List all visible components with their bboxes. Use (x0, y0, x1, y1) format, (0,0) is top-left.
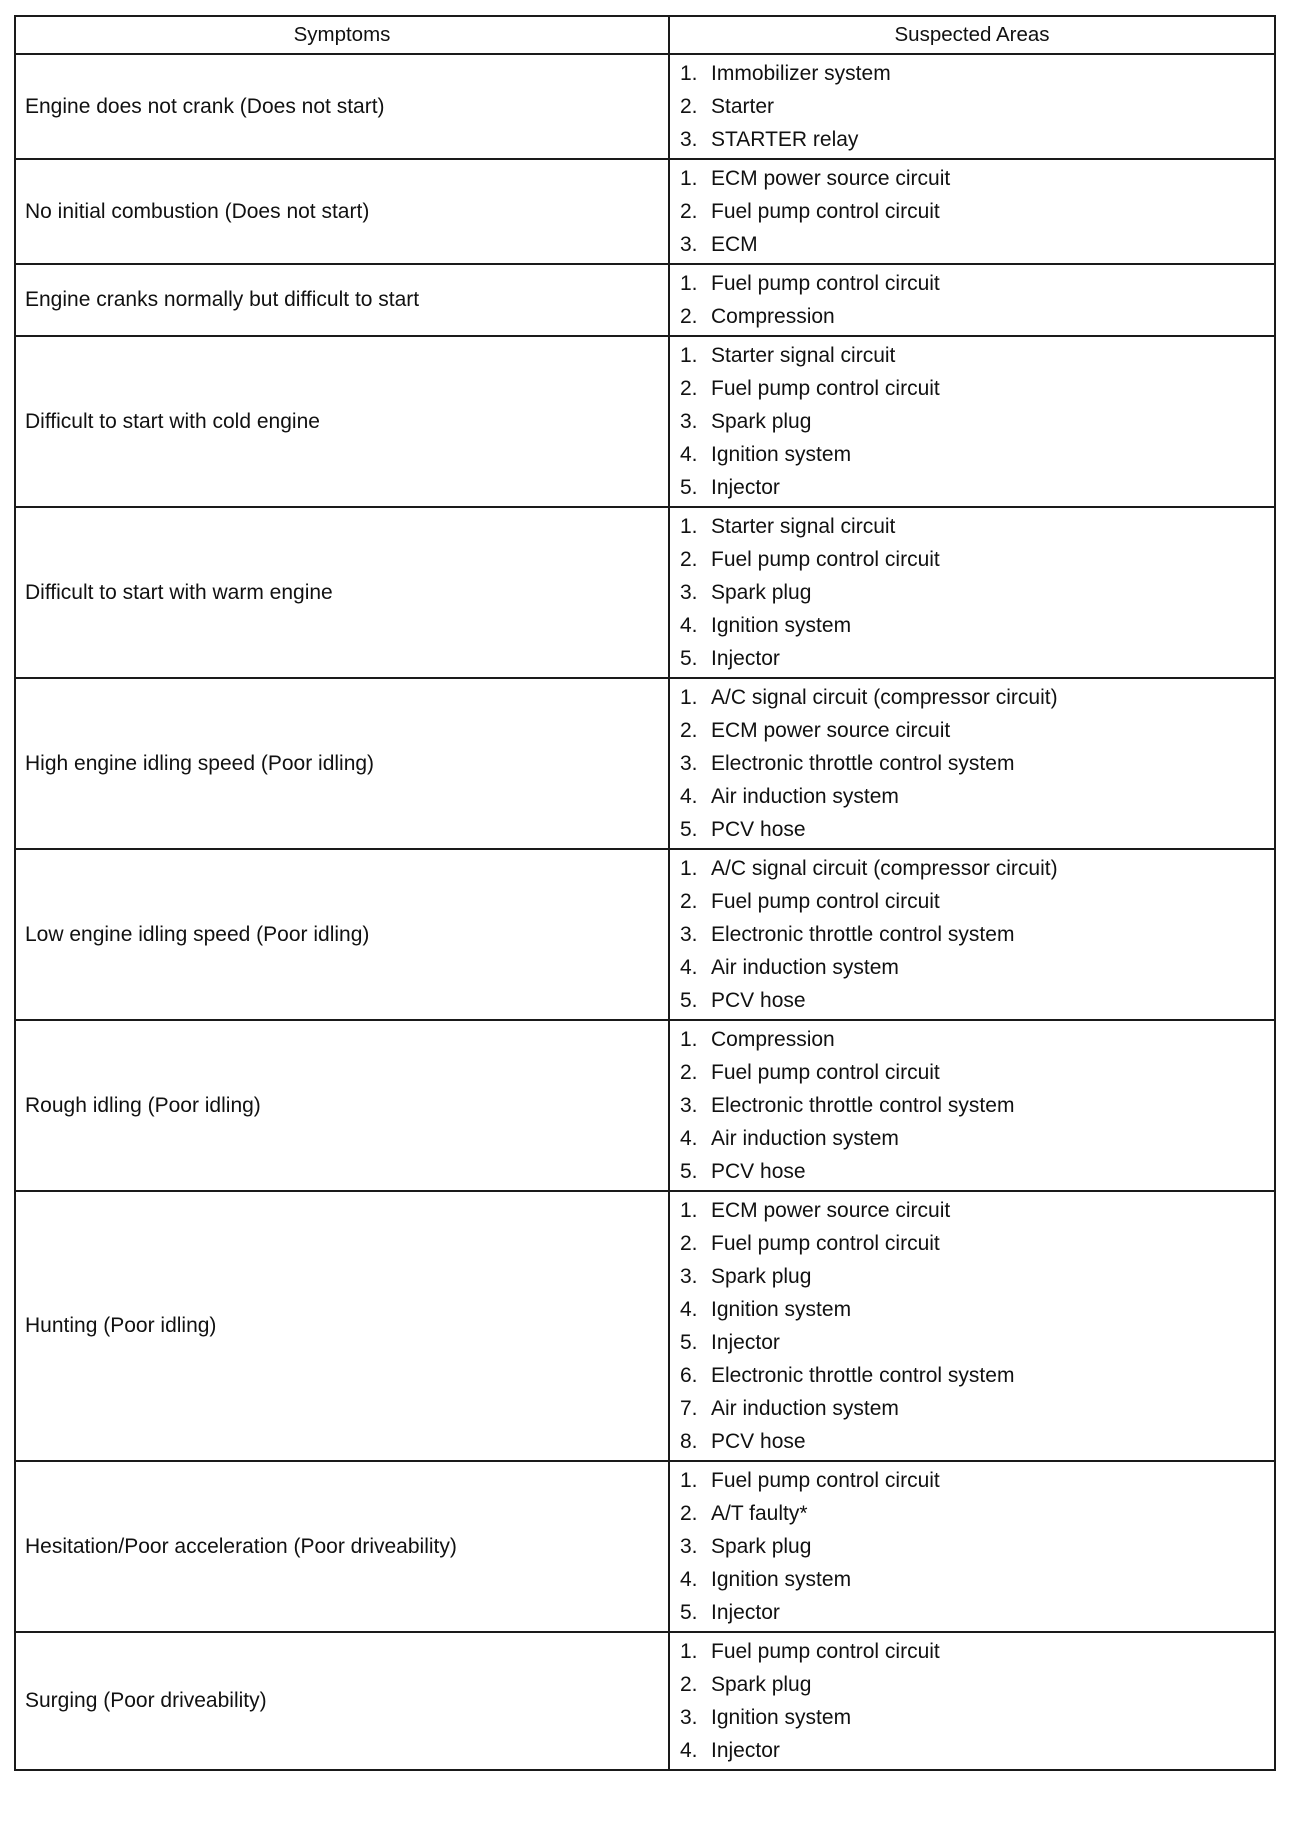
table-row (15, 1632, 1275, 1770)
symptom-cell: Engine cranks normally but difficult to start (15, 264, 669, 336)
suspected-area-list (680, 339, 1274, 504)
item-number: 4. (680, 956, 698, 979)
item-number: 1. (680, 167, 698, 190)
item-number: 1. (680, 344, 698, 367)
suspected-area-item (680, 984, 1274, 1017)
item-number: 3. (680, 1706, 698, 1729)
item-number: 1. (680, 515, 698, 538)
suspected-area-item (680, 300, 1274, 333)
item-number: 2. (680, 1061, 698, 1084)
suspected-areas-cell (669, 507, 1275, 678)
suspected-area-item (680, 747, 1274, 780)
item-number: 1. (680, 272, 698, 295)
item-text: Spark plug (711, 1265, 812, 1288)
item-text: Electronic throttle control system (711, 923, 1015, 946)
suspected-area-item (680, 681, 1274, 714)
item-text: Injector (711, 1739, 780, 1762)
item-text: Fuel pump control circuit (711, 200, 940, 223)
item-text: Ignition system (711, 614, 852, 637)
item-number: 2. (680, 719, 698, 742)
item-text: Starter signal circuit (711, 515, 896, 538)
item-text: Injector (711, 647, 780, 670)
item-number: 5. (680, 1331, 698, 1354)
item-number: 5. (680, 1601, 698, 1624)
suspected-area-item (680, 1326, 1274, 1359)
item-text: A/C signal circuit (compressor circuit) (711, 857, 1058, 880)
item-text: Ignition system (711, 443, 852, 466)
suspected-area-item (680, 1635, 1274, 1668)
item-text: PCV hose (711, 818, 806, 841)
item-text: Spark plug (711, 581, 812, 604)
item-number: 1. (680, 686, 698, 709)
item-number: 4. (680, 1568, 698, 1591)
suspected-area-item (680, 1227, 1274, 1260)
suspected-area-item (680, 1563, 1274, 1596)
symptom-cell: Difficult to start with warm engine (15, 507, 669, 678)
suspected-area-item (680, 1425, 1274, 1458)
suspected-area-list (680, 510, 1274, 675)
suspected-area-item (680, 1293, 1274, 1326)
item-text: ECM power source circuit (711, 1199, 951, 1222)
suspected-area-list (680, 162, 1274, 261)
item-text: Spark plug (711, 1673, 812, 1696)
item-number: 1. (680, 62, 698, 85)
suspected-areas-cell (669, 54, 1275, 159)
suspected-area-item (680, 510, 1274, 543)
item-number: 1. (680, 857, 698, 880)
symptom-cell: Hesitation/Poor acceleration (Poor driveability) (15, 1461, 669, 1632)
suspected-areas-cell (669, 159, 1275, 264)
table-row (15, 507, 1275, 678)
suspected-area-item (680, 1023, 1274, 1056)
item-number: 2. (680, 305, 698, 328)
item-text: Starter signal circuit (711, 344, 896, 367)
suspected-area-item (680, 162, 1274, 195)
suspected-area-item (680, 813, 1274, 846)
suspected-area-item (680, 1260, 1274, 1293)
suspected-area-item (680, 543, 1274, 576)
suspected-area-item (680, 267, 1274, 300)
suspected-area-item (680, 405, 1274, 438)
item-text: PCV hose (711, 1160, 806, 1183)
item-text: STARTER relay (711, 128, 859, 151)
item-text: Ignition system (711, 1568, 852, 1591)
item-number: 2. (680, 1502, 698, 1525)
item-number: 5. (680, 1160, 698, 1183)
item-number: 5. (680, 989, 698, 1012)
suspected-area-list (680, 681, 1274, 846)
suspected-area-item (680, 1194, 1274, 1227)
table-row (15, 1191, 1275, 1461)
item-text: ECM power source circuit (711, 167, 951, 190)
table-body (15, 54, 1275, 1770)
suspected-areas-cell (669, 849, 1275, 1020)
item-number: 1. (680, 1199, 698, 1222)
item-text: Fuel pump control circuit (711, 1469, 940, 1492)
item-number: 1. (680, 1028, 698, 1051)
suspected-area-item (680, 1701, 1274, 1734)
item-text: Ignition system (711, 1298, 852, 1321)
suspected-area-list (680, 1194, 1274, 1458)
suspected-areas-cell (669, 678, 1275, 849)
item-number: 6. (680, 1364, 698, 1387)
item-text: ECM (711, 233, 758, 256)
item-text: A/C signal circuit (compressor circuit) (711, 686, 1058, 709)
suspected-area-item (680, 780, 1274, 813)
item-number: 4. (680, 785, 698, 808)
item-text: PCV hose (711, 1430, 806, 1453)
suspected-area-item (680, 1056, 1274, 1089)
table-row (15, 1461, 1275, 1632)
item-number: 8. (680, 1430, 698, 1453)
item-text: PCV hose (711, 989, 806, 1012)
item-text: Air induction system (711, 785, 899, 808)
suspected-area-item (680, 90, 1274, 123)
item-number: 2. (680, 890, 698, 913)
suspected-area-item (680, 576, 1274, 609)
header-suspected-areas: Suspected Areas (669, 16, 1275, 54)
item-text: Injector (711, 1331, 780, 1354)
item-text: A/T faulty* (711, 1502, 808, 1525)
item-text: Fuel pump control circuit (711, 890, 940, 913)
suspected-area-item (680, 1122, 1274, 1155)
item-text: Immobilizer system (711, 62, 891, 85)
item-number: 3. (680, 923, 698, 946)
suspected-area-list (680, 1023, 1274, 1188)
item-number: 3. (680, 1265, 698, 1288)
suspected-area-item (680, 471, 1274, 504)
suspected-area-list (680, 1635, 1274, 1767)
suspected-area-item (680, 1596, 1274, 1629)
item-text: Fuel pump control circuit (711, 1232, 940, 1255)
suspected-area-item (680, 372, 1274, 405)
table-row (15, 849, 1275, 1020)
suspected-area-list (680, 1464, 1274, 1629)
symptom-table (14, 15, 1276, 1771)
suspected-areas-cell (669, 264, 1275, 336)
table-header-row (15, 16, 1275, 54)
item-number: 4. (680, 1127, 698, 1150)
item-text: Electronic throttle control system (711, 1094, 1015, 1117)
item-text: Electronic throttle control system (711, 752, 1015, 775)
item-number: 4. (680, 1739, 698, 1762)
item-text: Fuel pump control circuit (711, 1640, 940, 1663)
suspected-area-item (680, 195, 1274, 228)
item-number: 5. (680, 818, 698, 841)
symptom-cell: Rough idling (Poor idling) (15, 1020, 669, 1191)
item-text: Air induction system (711, 956, 899, 979)
header-symptoms: Symptoms (15, 16, 669, 54)
item-number: 1. (680, 1469, 698, 1492)
suspected-area-item (680, 714, 1274, 747)
symptom-cell: Low engine idling speed (Poor idling) (15, 849, 669, 1020)
suspected-area-item (680, 852, 1274, 885)
item-number: 1. (680, 1640, 698, 1663)
suspected-area-item (680, 1734, 1274, 1767)
item-text: Fuel pump control circuit (711, 272, 940, 295)
suspected-area-item (680, 642, 1274, 675)
item-text: Fuel pump control circuit (711, 377, 940, 400)
item-text: Starter (711, 95, 775, 118)
table-row (15, 336, 1275, 507)
item-text: Compression (711, 1028, 835, 1051)
item-text: ECM power source circuit (711, 719, 951, 742)
item-text: Injector (711, 1601, 780, 1624)
symptom-cell: High engine idling speed (Poor idling) (15, 678, 669, 849)
table-row (15, 54, 1275, 159)
symptom-cell: Surging (Poor driveability) (15, 1632, 669, 1770)
item-text: Air induction system (711, 1127, 899, 1150)
suspected-area-item (680, 1464, 1274, 1497)
suspected-area-list (680, 267, 1274, 333)
item-number: 5. (680, 476, 698, 499)
suspected-area-item (680, 1089, 1274, 1122)
table-row (15, 678, 1275, 849)
item-text: Injector (711, 476, 780, 499)
item-text: Fuel pump control circuit (711, 548, 940, 571)
suspected-area-item (680, 228, 1274, 261)
item-number: 4. (680, 1298, 698, 1321)
suspected-area-item (680, 1155, 1274, 1188)
suspected-areas-cell (669, 1632, 1275, 1770)
suspected-area-item (680, 885, 1274, 918)
suspected-area-item (680, 1497, 1274, 1530)
item-text: Fuel pump control circuit (711, 1061, 940, 1084)
suspected-area-item (680, 339, 1274, 372)
suspected-area-item (680, 438, 1274, 471)
item-number: 2. (680, 95, 698, 118)
symptom-cell: Difficult to start with cold engine (15, 336, 669, 507)
item-text: Air induction system (711, 1397, 899, 1420)
item-text: Spark plug (711, 1535, 812, 1558)
suspected-areas-cell (669, 336, 1275, 507)
item-number: 7. (680, 1397, 698, 1420)
item-number: 3. (680, 581, 698, 604)
item-number: 3. (680, 752, 698, 775)
item-number: 5. (680, 647, 698, 670)
item-number: 2. (680, 200, 698, 223)
suspected-area-item (680, 918, 1274, 951)
symptom-cell: No initial combustion (Does not start) (15, 159, 669, 264)
item-number: 3. (680, 233, 698, 256)
suspected-area-list (680, 852, 1274, 1017)
suspected-area-item (680, 57, 1274, 90)
symptom-cell: Engine does not crank (Does not start) (15, 54, 669, 159)
suspected-area-item (680, 123, 1274, 156)
item-text: Spark plug (711, 410, 812, 433)
suspected-area-item (680, 1392, 1274, 1425)
item-number: 2. (680, 1232, 698, 1255)
suspected-areas-cell (669, 1191, 1275, 1461)
suspected-area-item (680, 951, 1274, 984)
item-number: 3. (680, 1094, 698, 1117)
item-number: 4. (680, 614, 698, 637)
item-number: 2. (680, 1673, 698, 1696)
item-number: 3. (680, 410, 698, 433)
table-row (15, 1020, 1275, 1191)
item-text: Compression (711, 305, 835, 328)
suspected-area-item (680, 609, 1274, 642)
table-row (15, 159, 1275, 264)
suspected-area-item (680, 1668, 1274, 1701)
suspected-areas-cell (669, 1020, 1275, 1191)
item-number: 3. (680, 128, 698, 151)
item-text: Ignition system (711, 1706, 852, 1729)
item-text: Electronic throttle control system (711, 1364, 1015, 1387)
suspected-areas-cell (669, 1461, 1275, 1632)
item-number: 4. (680, 443, 698, 466)
item-number: 2. (680, 377, 698, 400)
table-row (15, 264, 1275, 336)
symptom-cell: Hunting (Poor idling) (15, 1191, 669, 1461)
suspected-area-list (680, 57, 1274, 156)
suspected-area-item (680, 1530, 1274, 1563)
item-number: 2. (680, 548, 698, 571)
suspected-area-item (680, 1359, 1274, 1392)
item-number: 3. (680, 1535, 698, 1558)
